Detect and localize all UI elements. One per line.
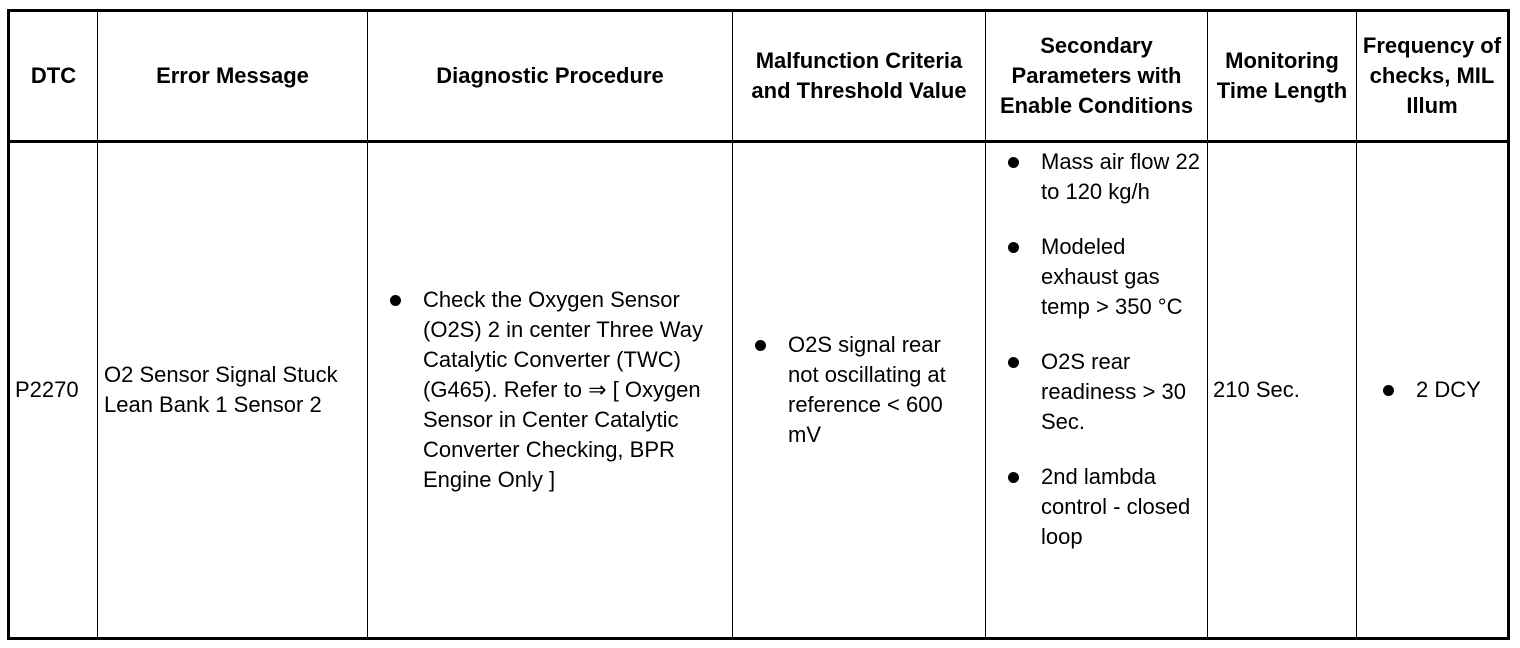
secondary-parameter-item: [1008, 147, 1203, 207]
table-row: [9, 142, 1509, 639]
frequency-text: 2 DCY: [1416, 377, 1481, 402]
malfunction-criteria-cell: [733, 142, 986, 639]
header-error-message: Error Message: [98, 11, 368, 142]
malfunction-criteria-text: O2S signal rear not oscillating at reference < 600 mV: [788, 332, 946, 447]
header-diagnostic-procedure: Diagnostic Procedure: [368, 11, 733, 142]
header-monitoring-time: Monitoring Time Length: [1208, 11, 1357, 142]
header-dtc: DTC: [9, 11, 98, 142]
secondary-parameter-text: 2nd lambda control - closed loop: [1041, 464, 1191, 549]
header-frequency: Frequency of checks, MIL Illum: [1357, 11, 1509, 142]
secondary-parameter-item: [1008, 462, 1203, 552]
secondary-parameters-list: [1008, 147, 1203, 552]
header-secondary-parameters: Secondary Parameters with Enable Conditions: [986, 11, 1208, 142]
secondary-parameters-cell: [986, 142, 1208, 639]
error-message: O2 Sensor Signal Stuck Lean Bank 1 Sensor 2: [98, 142, 368, 639]
diagnostic-procedure-cell: [368, 142, 733, 639]
frequency-cell: [1357, 142, 1509, 639]
secondary-parameter-text: Modeled exhaust gas temp > 350 °C: [1041, 234, 1183, 319]
malfunction-criteria-list: [755, 330, 977, 450]
diagnostic-procedure-item: [390, 285, 724, 495]
secondary-parameter-text: O2S rear readiness > 30 Sec.: [1041, 349, 1186, 434]
monitoring-time: 210 Sec.: [1208, 142, 1357, 639]
frequency-item: [1383, 375, 1507, 405]
secondary-parameter-item: [1008, 232, 1203, 322]
malfunction-criteria-item: [755, 330, 977, 450]
dtc-code: P2270: [9, 142, 98, 639]
secondary-parameter-text: Mass air flow 22 to 120 kg/h: [1041, 149, 1200, 204]
secondary-parameter-item: [1008, 347, 1203, 437]
header-malfunction-criteria: Malfunction Criteria and Threshold Value: [733, 11, 986, 142]
header-row: [9, 11, 1509, 142]
diagnostic-procedure-text: Check the Oxygen Sensor (O2S) 2 in center Three Way Catalytic Converter (TWC) (G465). Refer to ⇒ [ Oxygen Sensor in Center Catalytic Converter Checking, BPR Engine Only ]: [423, 287, 703, 492]
dtc-table: [7, 9, 1510, 640]
diagnostic-procedure-list: [390, 285, 724, 495]
frequency-list: [1383, 375, 1507, 405]
